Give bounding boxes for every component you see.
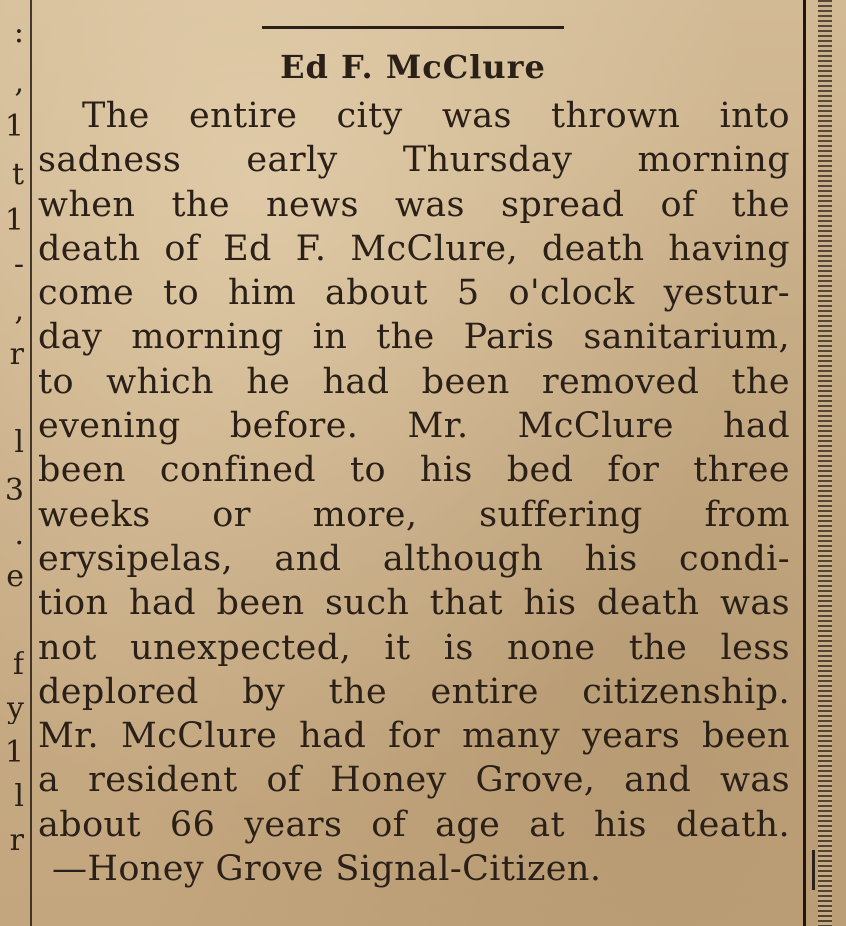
article-line: not unexpected, it is none the less xyxy=(38,627,790,668)
left-fragment: l xyxy=(14,782,24,812)
article-line: when the news was spread of the xyxy=(38,184,790,225)
article-line: come to him about 5 o'clock yestur- xyxy=(38,273,790,314)
edge-mark xyxy=(812,850,815,890)
article-line: evening before. Mr. McClure had xyxy=(38,406,790,447)
left-fragment: r xyxy=(9,826,24,856)
article-body xyxy=(38,94,790,891)
article-line: about 66 years of age at his death. xyxy=(38,804,790,845)
article-line: been confined to his bed for three xyxy=(38,450,790,491)
column-rule-right xyxy=(803,0,806,926)
headline-rule xyxy=(262,26,564,29)
column-rule-left xyxy=(30,0,32,926)
article-line: Mr. McClure had for many years been xyxy=(38,716,790,757)
left-fragment: 1 xyxy=(4,206,24,236)
left-fragment: r xyxy=(9,340,24,370)
left-fragment: , xyxy=(14,296,24,326)
article-line: erysipelas, and although his condi- xyxy=(38,538,790,579)
article-attribution: —Honey Grove Signal-Citizen. xyxy=(52,849,602,890)
left-column-fragments xyxy=(0,0,24,926)
left-fragment: e xyxy=(6,562,24,592)
left-fragment: f xyxy=(12,650,24,680)
headline: Ed F. McClure xyxy=(280,48,546,86)
article-line: The entire city was thrown into xyxy=(82,96,790,136)
article-line: day morning in the Paris sanitarium, xyxy=(38,317,790,358)
article-line: tion had been such that his death was xyxy=(38,583,790,624)
adjacent-column-edge xyxy=(818,0,832,926)
left-fragment: , xyxy=(14,68,24,98)
article-line: weeks or more, suffering from xyxy=(38,494,790,535)
left-fragment: 1 xyxy=(4,112,24,142)
left-fragment: . xyxy=(14,520,24,550)
left-fragment: : xyxy=(13,18,24,48)
left-fragment: - xyxy=(13,250,24,280)
left-fragment: 1 xyxy=(4,738,24,768)
article-line: deplored by the entire citizenship. xyxy=(38,671,790,712)
left-fragment: t xyxy=(11,160,24,190)
article-line: death of Ed F. McClure, death having xyxy=(38,228,790,269)
article-line: sadness early Thursday morning xyxy=(38,140,790,181)
article-line: to which he had been removed the xyxy=(38,361,790,402)
left-fragment: 3 xyxy=(4,476,24,506)
article-line: a resident of Honey Grove, and was xyxy=(38,760,790,801)
left-fragment: l xyxy=(14,428,24,458)
left-fragment: y xyxy=(7,694,24,724)
